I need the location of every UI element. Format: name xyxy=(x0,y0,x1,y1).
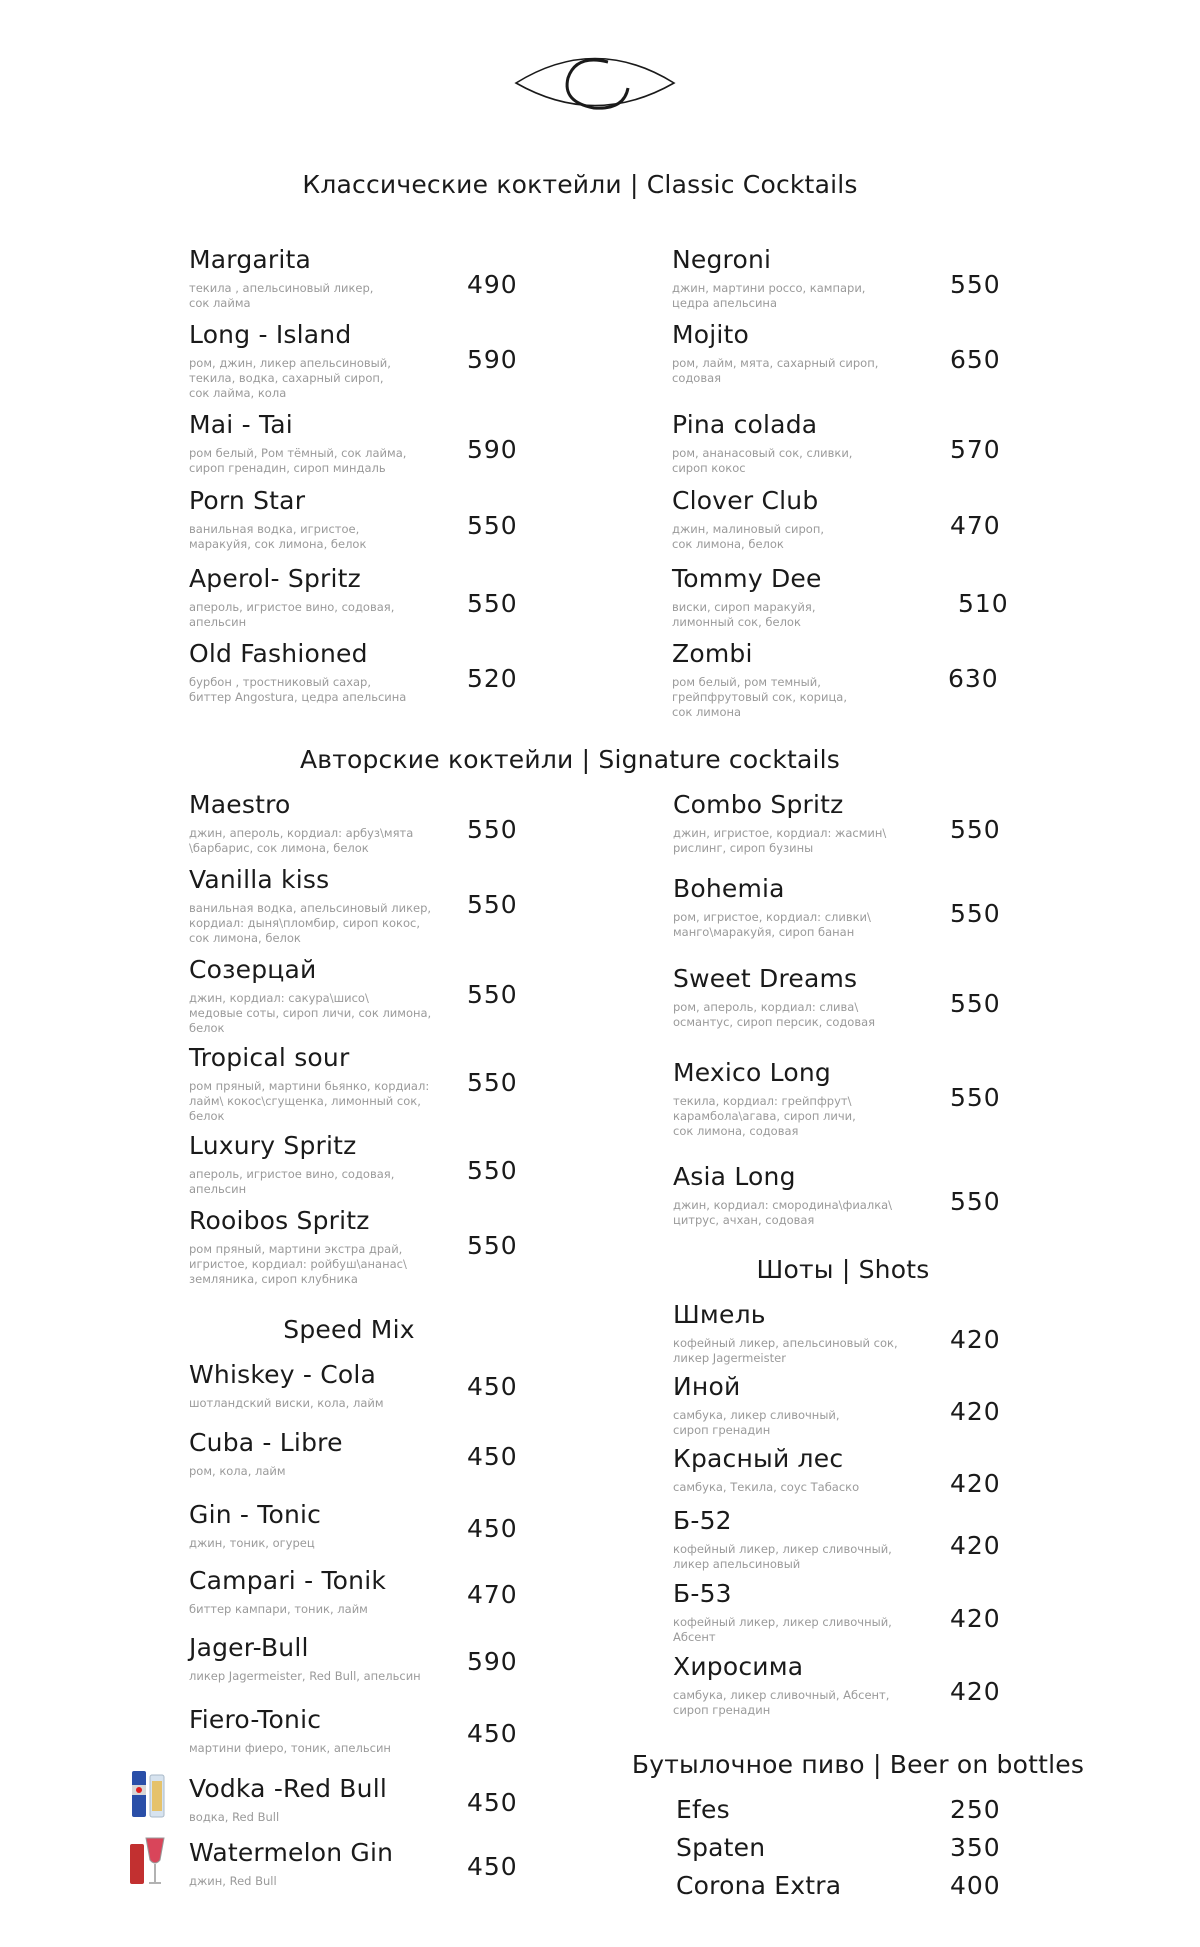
item-description: ром, кола, лайм xyxy=(189,1464,286,1478)
item-description: апероль, игристое вино, содовая, апельсин xyxy=(189,1167,395,1196)
item-price: 550 xyxy=(467,1156,518,1185)
item-description: ванильная водка, апельсиновый ликер, кордиал: дыня\пломбир, сироп кокос, сок лимона, белок xyxy=(189,901,432,945)
item-price: 450 xyxy=(467,1788,518,1817)
item-name: Tropical sour xyxy=(189,1043,350,1072)
classic-cocktails-title: Классические коктейли | Classic Cocktails xyxy=(302,170,858,199)
item-price: 450 xyxy=(467,1442,518,1471)
item-price: 630 xyxy=(948,664,999,693)
speed-mix-title: Speed Mix xyxy=(283,1315,415,1344)
item-price: 590 xyxy=(467,435,518,464)
item-name: Efes xyxy=(676,1795,730,1824)
item-price: 420 xyxy=(950,1677,1001,1706)
item-price: 550 xyxy=(467,980,518,1009)
item-price: 550 xyxy=(467,1231,518,1260)
item-description: ром пряный, мартини бьянко, кордиал: лайм\ кокос\сгущенка, лимонный сок, белок xyxy=(189,1079,430,1123)
item-price: 470 xyxy=(467,1580,518,1609)
item-description: ром, ананасовый сок, сливки, сироп кокос xyxy=(672,446,853,475)
item-price: 550 xyxy=(467,890,518,919)
item-description: ром пряный, мартини экстра драй, игристое, кордиал: ройбуш\ананас\ земляника, сироп клубника xyxy=(189,1242,407,1286)
item-description: кофейный ликер, ликер сливочный, Абсент xyxy=(673,1615,892,1644)
item-name: Rooibos Spritz xyxy=(189,1206,370,1235)
item-description: джин, малиновый сироп, сок лимона, белок xyxy=(672,522,825,551)
item-name: Maestro xyxy=(189,790,291,819)
item-price: 450 xyxy=(467,1514,518,1543)
item-description: текила , апельсиновый ликер, сок лайма xyxy=(189,281,374,310)
item-price: 490 xyxy=(467,270,518,299)
item-name: Luxury Spritz xyxy=(189,1131,357,1160)
item-name: Whiskey - Cola xyxy=(189,1360,377,1389)
item-price: 550 xyxy=(950,989,1001,1018)
item-name: Pina colada xyxy=(672,410,818,439)
item-name: Gin - Tonic xyxy=(189,1500,322,1529)
item-name: Old Fashioned xyxy=(189,639,368,668)
beer-title: Бутылочное пиво | Beer on bottles xyxy=(631,1750,1085,1779)
item-description: текила, кордиал: грейпфрут\ карамбола\агава, сироп личи, сок лимона, содовая xyxy=(673,1094,856,1138)
item-price: 420 xyxy=(950,1604,1001,1633)
signature-cocktails-title: Авторские коктейли | Signature cocktails xyxy=(299,745,841,774)
item-name: Watermelon Gin xyxy=(189,1838,394,1867)
item-price: 550 xyxy=(950,1083,1001,1112)
item-name: Margarita xyxy=(189,245,312,274)
item-price: 550 xyxy=(950,1187,1001,1216)
item-name: Mojito xyxy=(672,320,750,349)
item-price: 450 xyxy=(467,1852,518,1881)
item-price: 550 xyxy=(950,815,1001,844)
item-price: 550 xyxy=(467,511,518,540)
item-price: 520 xyxy=(467,664,518,693)
item-name: Иной xyxy=(673,1372,741,1401)
item-name: Б-53 xyxy=(673,1579,732,1608)
shots-title: Шоты | Shots xyxy=(756,1255,930,1284)
item-price: 590 xyxy=(467,1647,518,1676)
item-name: Long - Island xyxy=(189,320,352,349)
item-description: кофейный ликер, апельсиновый сок, ликер Jagermeister xyxy=(673,1336,898,1365)
item-name: Zombi xyxy=(672,639,753,668)
item-name: Asia Long xyxy=(673,1162,796,1191)
item-description: джин, игристое, кордиал: жасмин\ рислинг, сироп бузины xyxy=(673,826,887,855)
item-description: джин, апероль, кордиал: арбуз\мята \барбарис, сок лимона, белок xyxy=(189,826,414,855)
item-name: Tommy Dee xyxy=(672,564,822,593)
item-name: Красный лес xyxy=(673,1444,844,1473)
item-description: джин, кордиал: смородина\фиалка\ цитрус, ачхан, содовая xyxy=(673,1198,893,1227)
item-description: биттер кампари, тоник, лайм xyxy=(189,1602,368,1616)
item-name: Sweet Dreams xyxy=(673,964,858,993)
item-name: Aperol- Spritz xyxy=(189,564,361,593)
item-price: 250 xyxy=(950,1795,1001,1824)
item-name: Bohemia xyxy=(673,874,785,903)
item-price: 570 xyxy=(950,435,1001,464)
item-price: 470 xyxy=(950,511,1001,540)
item-name: Vanilla kiss xyxy=(189,865,330,894)
item-description: ром, джин, ликер апельсиновый, текила, водка, сахарный сироп, сок лайма, кола xyxy=(189,356,391,400)
item-description: ром, лайм, мята, сахарный сироп, содовая xyxy=(672,356,879,385)
item-description: джин, кордиал: сакура\шисо\ медовые соты, сироп личи, сок лимона, белок xyxy=(189,991,432,1035)
item-name: Negroni xyxy=(672,245,772,274)
item-name: Шмель xyxy=(673,1300,766,1329)
item-description: джин, мартини россо, кампари, цедра апельсина xyxy=(672,281,866,310)
item-description: самбука, Текила, соус Табаско xyxy=(673,1480,860,1494)
item-price: 550 xyxy=(467,1068,518,1097)
item-description: виски, сироп маракуйя, лимонный сок, белок xyxy=(672,600,816,629)
item-name: Porn Star xyxy=(189,486,306,515)
item-name: Spaten xyxy=(676,1833,766,1862)
item-name: Campari - Tonik xyxy=(189,1566,387,1595)
item-price: 550 xyxy=(467,589,518,618)
item-description: ванильная водка, игристое, маракуйя, сок лимона, белок xyxy=(189,522,367,551)
item-description: апероль, игристое вино, содовая, апельсин xyxy=(189,600,395,629)
item-name: Mexico Long xyxy=(673,1058,831,1087)
item-price: 420 xyxy=(950,1469,1001,1498)
item-price: 550 xyxy=(467,815,518,844)
item-description: шотландский виски, кола, лайм xyxy=(189,1396,384,1410)
item-name: Corona Extra xyxy=(676,1871,842,1900)
item-price: 450 xyxy=(467,1719,518,1748)
item-price: 420 xyxy=(950,1325,1001,1354)
item-price: 590 xyxy=(467,345,518,374)
item-description: мартини фиеро, тоник, апельсин xyxy=(189,1741,391,1755)
item-price: 510 xyxy=(958,589,1009,618)
item-name: Jager-Bull xyxy=(189,1633,309,1662)
item-description: ром белый, ром темный, грейпфрутовый сок, корица, сок лимона xyxy=(672,675,847,719)
item-name: Fiero-Tonic xyxy=(189,1705,322,1734)
item-description: ром, игристое, кордиал: сливки\ манго\маракуйя, сироп банан xyxy=(673,910,871,939)
item-price: 550 xyxy=(950,899,1001,928)
item-name: Combo Spritz xyxy=(673,790,844,819)
eye-logo-icon xyxy=(510,46,680,120)
item-name: Vodka -Red Bull xyxy=(189,1774,387,1803)
item-description: кофейный ликер, ликер сливочный, ликер апельсиновый xyxy=(673,1542,892,1571)
item-description: бурбон , тростниковый сахар, биттер Angostura, цедра апельсина xyxy=(189,675,407,704)
item-name: Mai - Tai xyxy=(189,410,293,439)
item-name: Б-52 xyxy=(673,1506,732,1535)
item-name: Clover Club xyxy=(672,486,819,515)
item-description: ликер Jagermeister, Red Bull, апельсин xyxy=(189,1669,421,1683)
item-description: ром, апероль, кордиал: слива\ османтус, сироп персик, содовая xyxy=(673,1000,876,1029)
item-description: джин, тоник, огурец xyxy=(189,1536,315,1550)
item-description: джин, Red Bull xyxy=(189,1874,277,1888)
item-price: 550 xyxy=(950,270,1001,299)
item-price: 650 xyxy=(950,345,1001,374)
wine-glass-icon xyxy=(126,1830,168,1890)
item-name: Cuba - Libre xyxy=(189,1428,343,1457)
item-description: самбука, ликер сливочный, Абсент, сироп гренадин xyxy=(673,1688,890,1717)
item-description: водка, Red Bull xyxy=(189,1810,280,1824)
item-name: Созерцай xyxy=(189,955,317,984)
item-description: самбука, ликер сливочный, сироп гренадин xyxy=(673,1408,840,1437)
item-price: 350 xyxy=(950,1833,1001,1862)
item-price: 450 xyxy=(467,1372,518,1401)
item-price: 420 xyxy=(950,1531,1001,1560)
red-bull-can-icon xyxy=(128,1765,170,1821)
item-price: 420 xyxy=(950,1397,1001,1426)
item-price: 400 xyxy=(950,1871,1001,1900)
item-name: Хиросима xyxy=(673,1652,804,1681)
item-description: ром белый, Ром тёмный, сок лайма, сироп гренадин, сироп миндаль xyxy=(189,446,407,475)
